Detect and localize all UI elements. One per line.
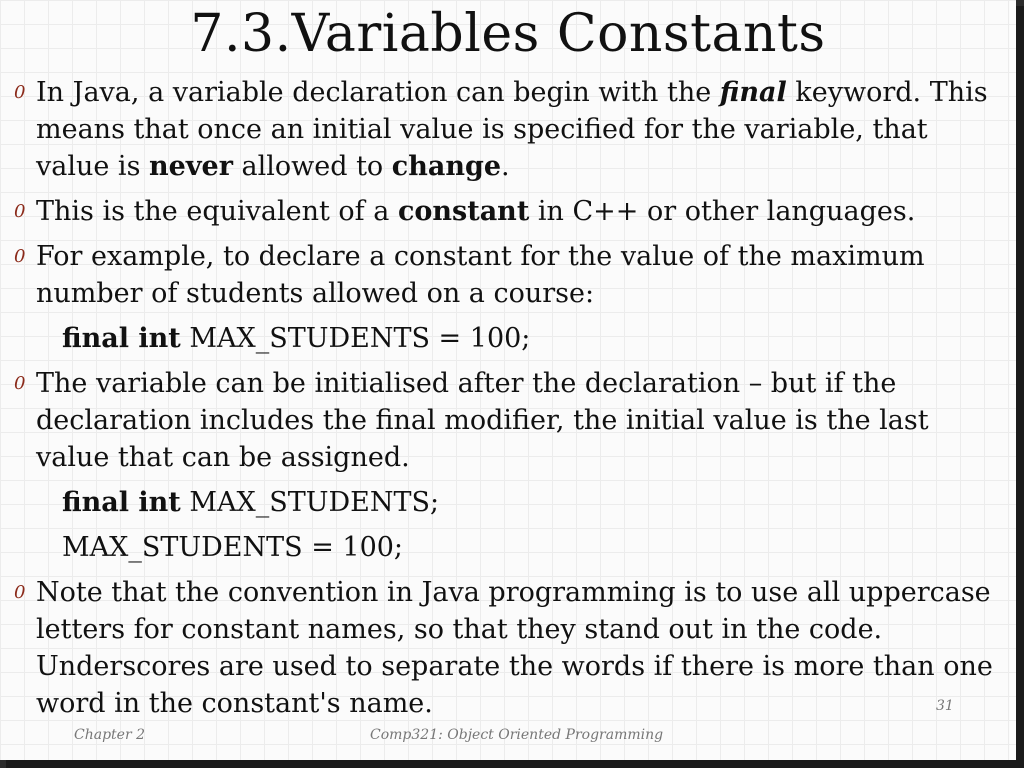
bullet-naming-convention <box>14 574 998 722</box>
footer-course: Comp321: Object Oriented Programming <box>370 727 664 743</box>
bullet-emphasis: change <box>391 151 502 182</box>
page-number: 31 <box>936 698 954 714</box>
bullet-text: in C++ or other languages. <box>529 196 916 227</box>
bullet-marker: 0 <box>14 582 26 603</box>
code-text: MAX_STUDENTS = 100; <box>62 532 404 563</box>
bullet-initialise-later <box>14 365 998 476</box>
code-line <box>14 320 998 357</box>
bullet-text: In Java, a variable declaration can begin with the <box>36 77 720 108</box>
bullet-final-keyword <box>14 74 998 185</box>
bullet-text: keyword. This means that once an initial value is specified for the variable, that value is <box>36 77 988 182</box>
bullet-text: . <box>501 151 510 182</box>
code-text: MAX_STUDENTS; <box>180 487 440 518</box>
bullet-text: For example, to declare a constant for the value of the maximum number of students allowed on a course: <box>36 241 925 309</box>
bullet-constant-equivalent <box>14 193 998 230</box>
bullet-text: allowed to <box>232 151 392 182</box>
bullet-marker: 0 <box>14 373 26 394</box>
bullet-emphasis: constant <box>397 196 530 227</box>
bullet-example <box>14 238 998 312</box>
code-line <box>14 484 998 521</box>
bullet-text: This is the equivalent of a <box>36 196 398 227</box>
footer-chapter: Chapter 2 <box>74 727 145 743</box>
bullet-text: The variable can be initialised after the declaration – but if the declaration includes the final modifier, the initial value is the last value that can be assigned. <box>36 368 929 473</box>
bullet-emphasis: final <box>719 77 787 108</box>
slide-content <box>14 74 998 730</box>
code-keyword: final int <box>62 487 181 518</box>
code-keyword: final int <box>62 323 181 354</box>
bullet-marker: 0 <box>14 201 26 222</box>
bullet-marker: 0 <box>14 82 26 103</box>
bullet-text: Note that the convention in Java programming is to use all uppercase letters for constant names, so that they stand out in the code. Underscores are used to separate the words if there is more than one word in the constant's name. <box>36 577 993 719</box>
code-line <box>14 529 998 566</box>
bullet-emphasis: never <box>149 151 233 182</box>
bullet-marker: 0 <box>14 246 26 267</box>
code-text: MAX_STUDENTS = 100; <box>180 323 531 354</box>
slide-title: 7.3.Variables Constants <box>190 4 826 64</box>
